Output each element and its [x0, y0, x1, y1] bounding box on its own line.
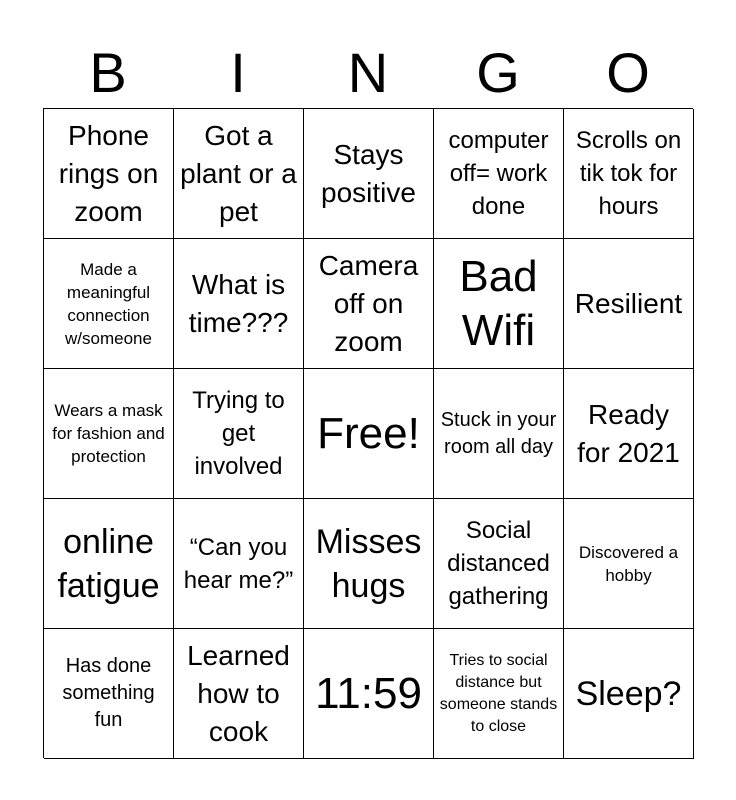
header-letter-n: N	[347, 41, 389, 104]
bingo-cell[interactable]	[304, 629, 434, 759]
bingo-cell-text: What is time???	[188, 268, 289, 338]
bingo-cell[interactable]	[174, 629, 304, 759]
bingo-cell[interactable]	[304, 109, 434, 239]
bingo-cell-text: Ready for 2021	[577, 398, 680, 468]
bingo-cell-text: computer off= work done	[448, 127, 549, 220]
bingo-cell[interactable]	[434, 499, 564, 629]
bingo-cell-text: Trying to get involved	[192, 387, 285, 480]
free-space-cell[interactable]	[304, 369, 434, 499]
bingo-cell-text: online fatigue	[57, 522, 160, 605]
header-letter-i: I	[230, 41, 246, 104]
bingo-cell-text: Phone rings on zoom	[58, 119, 159, 227]
bingo-cell-text: Stays positive	[321, 138, 416, 208]
bingo-cell-text: Learned how to cook	[187, 639, 290, 747]
bingo-cell[interactable]	[564, 369, 694, 499]
bingo-cell[interactable]	[174, 369, 304, 499]
bingo-cell-text: Camera off on zoom	[318, 249, 419, 357]
header-letter-o: O	[606, 41, 650, 104]
bingo-cell[interactable]	[44, 109, 174, 239]
bingo-header	[43, 40, 693, 106]
bingo-cell-text: Misses hugs	[315, 522, 422, 605]
bingo-cell[interactable]	[564, 239, 694, 369]
bingo-cell-text: “Can you hear me?”	[183, 533, 294, 594]
free-space-text: Free!	[317, 408, 420, 458]
bingo-cell[interactable]	[564, 629, 694, 759]
bingo-card-grid	[43, 108, 693, 758]
bingo-cell-text: Stuck in your room all day	[440, 408, 557, 458]
bingo-cell-text: Tries to social distance but someone stands to close	[439, 651, 558, 735]
bingo-cell[interactable]	[434, 109, 564, 239]
bingo-cell-text: Scrolls on tik tok for hours	[575, 127, 682, 220]
bingo-cell[interactable]	[44, 499, 174, 629]
header-letter-b: B	[89, 41, 127, 104]
bingo-cell[interactable]	[174, 239, 304, 369]
bingo-cell[interactable]	[304, 499, 434, 629]
bingo-cell[interactable]	[44, 239, 174, 369]
header-letter-g: G	[476, 41, 520, 104]
bingo-cell[interactable]	[564, 499, 694, 629]
bingo-cell-text: Wears a mask for fashion and protection	[52, 401, 165, 466]
bingo-cell-text: Bad Wifi	[459, 251, 538, 355]
bingo-cell-text: Social distanced gathering	[447, 517, 550, 610]
bingo-cell[interactable]	[434, 629, 564, 759]
bingo-cell-text: Made a meaningful connection w/someone	[65, 259, 152, 348]
bingo-cell[interactable]	[304, 239, 434, 369]
bingo-cell[interactable]	[174, 499, 304, 629]
bingo-cell[interactable]	[564, 109, 694, 239]
bingo-cell[interactable]	[44, 369, 174, 499]
bingo-cell-text: Has done something fun	[62, 655, 155, 731]
bingo-cell[interactable]	[44, 629, 174, 759]
bingo-cell[interactable]	[434, 369, 564, 499]
bingo-cell-text: Sleep?	[575, 674, 682, 713]
bingo-cell-text: Resilient	[574, 287, 683, 319]
bingo-cell-text: Discovered a hobby	[578, 542, 679, 585]
bingo-cell-text: Got a plant or a pet	[180, 119, 297, 227]
bingo-cell[interactable]	[174, 109, 304, 239]
bingo-cell[interactable]	[434, 239, 564, 369]
bingo-cell-text: 11:59	[315, 668, 422, 718]
